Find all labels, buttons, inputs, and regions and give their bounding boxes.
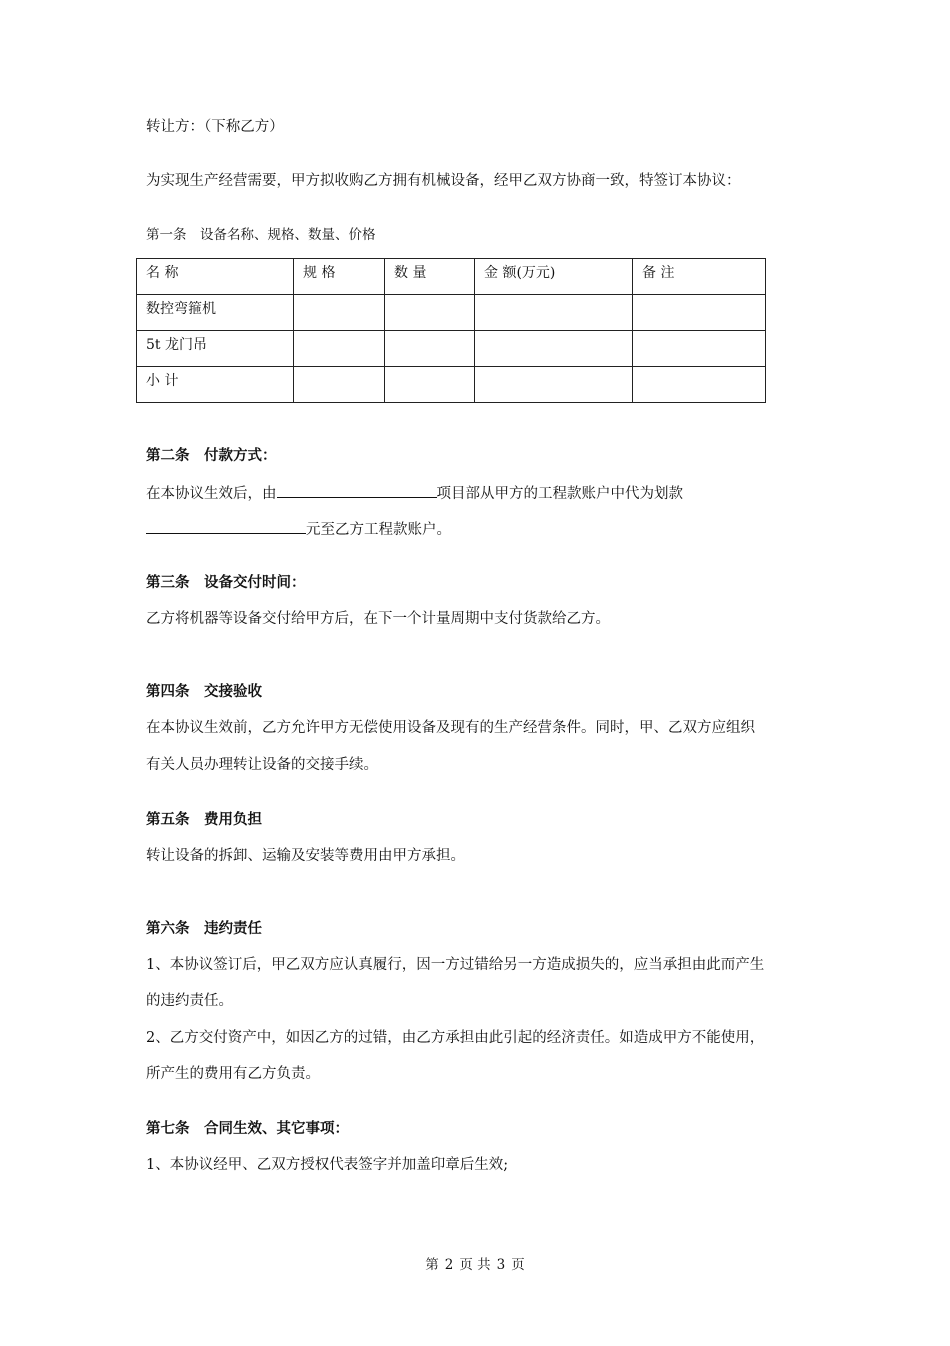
- table-row: [137, 331, 766, 367]
- table-header-cell: 备 注: [633, 259, 766, 295]
- table-cell: 5t 龙门吊: [137, 331, 294, 367]
- table-cell: 小 计: [137, 367, 294, 403]
- amount-blank: [146, 518, 306, 534]
- table-cell: [475, 295, 633, 331]
- table-header-row: [137, 259, 766, 295]
- article2-text-c: 元至乙方工程款账户。: [306, 522, 451, 538]
- table-row: [137, 295, 766, 331]
- transferee-line: 转让方：（下称乙方）: [146, 119, 284, 135]
- table-row: [137, 367, 766, 403]
- article6-p1-line2: 的违约责任。: [146, 993, 233, 1009]
- table-cell: [633, 295, 766, 331]
- article2-text-b: 项目部从甲方的工程款账户中代为划款: [436, 486, 683, 502]
- page-footer: [0, 1253, 950, 1273]
- footer-page-number: 2: [444, 1257, 454, 1273]
- agent-name-blank: [277, 482, 437, 498]
- table-cell: [475, 367, 633, 403]
- table-cell: [633, 331, 766, 367]
- table-header-cell: 名 称: [137, 259, 294, 295]
- article2-line1: [146, 482, 683, 504]
- footer-middle: 页 共: [459, 1257, 491, 1273]
- article3-text: 乙方将机器等设备交付给甲方后，在下一个计量周期中支付货款给乙方。: [146, 611, 610, 627]
- footer-prefix: 第: [425, 1257, 439, 1273]
- article3-title: 第三条 设备交付时间：: [146, 574, 306, 591]
- table-header-cell: 规 格: [294, 259, 385, 295]
- table-cell: [294, 295, 385, 331]
- article5-text: 转让设备的拆卸、运输及安装等费用由甲方承担。: [146, 848, 465, 864]
- article2-text-a: 在本协议生效后，由: [146, 486, 277, 502]
- article4-title: 第四条 交接验收: [146, 683, 262, 700]
- intro-paragraph: 为实现生产经营需要，甲方拟收购乙方拥有机械设备，经甲乙双方协商一致，特签订本协议：: [146, 173, 741, 189]
- table-cell: [385, 331, 475, 367]
- equipment-table: [136, 258, 766, 403]
- article2-title: 第二条 付款方式：: [146, 447, 277, 464]
- footer-total-pages: 3: [496, 1257, 506, 1273]
- article4-line1: 在本协议生效前，乙方允许甲方无偿使用设备及现有的生产经营条件。同时，甲、乙双方应组织: [146, 720, 755, 736]
- article6-p2-line1: 2、乙方交付资产中，如因乙方的过错，由乙方承担由此引起的经济责任。如造成甲方不能使用，: [146, 1030, 765, 1046]
- article4-line2: 有关人员办理转让设备的交接手续。: [146, 757, 378, 773]
- article6-title: 第六条 违约责任: [146, 920, 262, 937]
- table-cell: [475, 331, 633, 367]
- article1-title: 第一条 设备名称、规格、数量、价格: [146, 227, 376, 243]
- table-cell: [385, 367, 475, 403]
- table-cell: 数控弯箍机: [137, 295, 294, 331]
- table-cell: [294, 367, 385, 403]
- article6-p1-line1: 1、本协议签订后，甲乙双方应认真履行，因一方过错给另一方造成损失的，应当承担由此而产生: [146, 957, 765, 973]
- table-cell: [633, 367, 766, 403]
- table-header-cell: 数 量: [385, 259, 475, 295]
- table-header-cell: 金 额(万元): [475, 259, 633, 295]
- table-cell: [294, 331, 385, 367]
- article2-line2: [146, 518, 451, 540]
- table-cell: [385, 295, 475, 331]
- article7-title: 第七条 合同生效、其它事项：: [146, 1120, 349, 1137]
- footer-suffix: 页: [511, 1257, 525, 1273]
- article7-p1: 1、本协议经甲、乙双方授权代表签字并加盖印章后生效;: [146, 1157, 509, 1173]
- article6-p2-line2: 所产生的费用有乙方负责。: [146, 1066, 320, 1082]
- article5-title: 第五条 费用负担: [146, 811, 262, 828]
